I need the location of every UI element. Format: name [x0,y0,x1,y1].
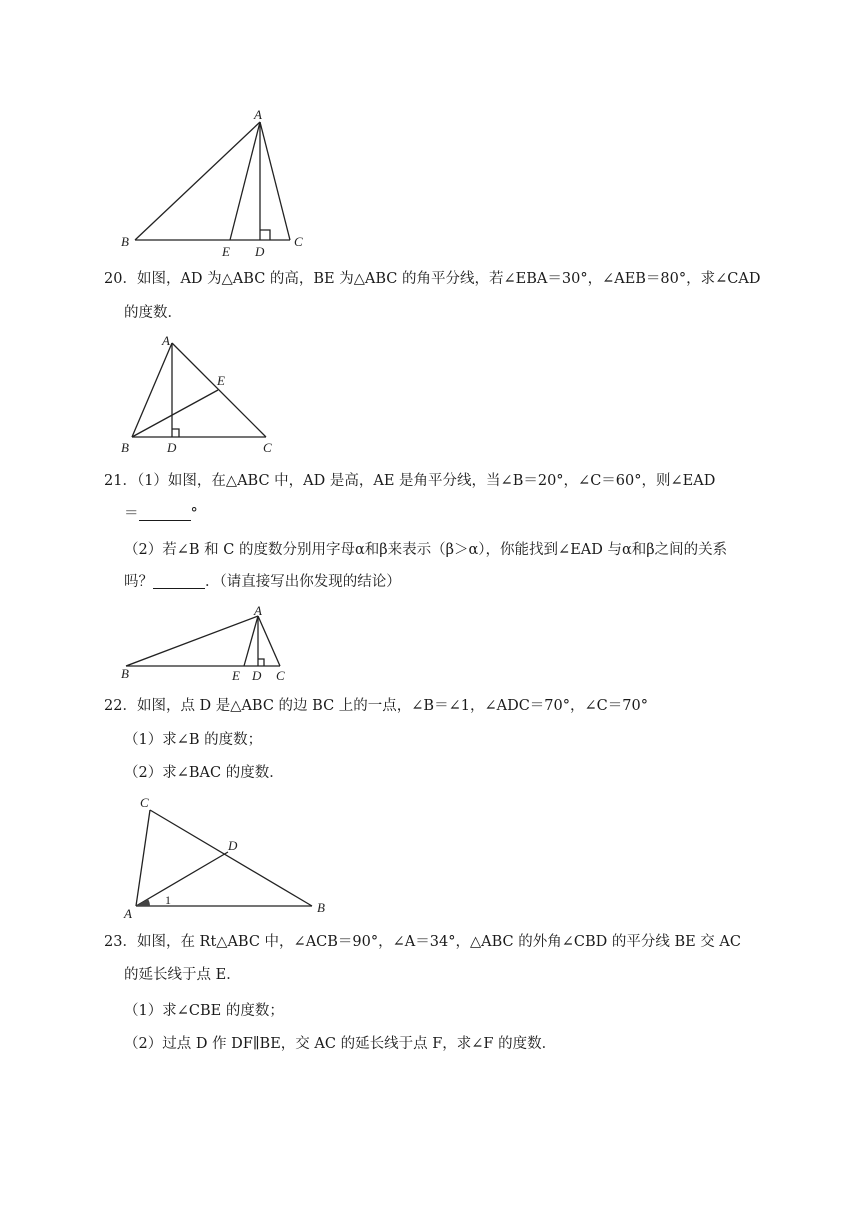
segment-ae [230,122,260,240]
segment-ab [132,343,172,437]
label-d: D [252,668,262,683]
label-a: A [254,603,262,618]
q22-text-line2: （1）求∠B 的度数； [124,732,263,748]
segment-ac [260,122,290,240]
label-e: E [222,244,230,259]
q20-text-line2: 的度数． [124,305,182,321]
label-c: C [294,234,303,249]
q21-text-line4 [124,573,401,591]
label-b: B [121,666,129,681]
q21-question-prefix: 吗？ [124,574,153,590]
label-d: D [167,440,177,455]
q21-degree-suffix: ° [190,506,198,522]
figure-q19-triangle [118,104,318,260]
label-a: A [254,107,262,122]
label-b: B [317,900,325,915]
q21-eq-prefix: ＝ [124,506,139,522]
label-a: A [162,333,170,348]
segment-ac [172,343,266,437]
q21-text-line3: （2）若∠B 和 C 的度数分别用字母α和β来表示（β＞α），你能找到∠EAD 与α和β之间的关系 [124,542,728,558]
segment-ca [136,810,150,906]
label-b: B [121,234,129,249]
answer-blank-2[interactable] [153,574,205,589]
q21-text-line2 [124,505,198,523]
right-angle-mark [260,230,270,240]
q22-text-line1: 22．如图，点 D 是△ABC 的边 BC 上的一点，∠B＝∠1，∠ADC＝70°，∠C＝70° [104,698,648,714]
label-a: A [124,906,132,920]
segment-be [132,390,218,437]
label-angle-1: 1 [165,893,171,907]
segment-ae [244,616,258,666]
q22-text-line3: （2）求∠BAC 的度数． [124,765,284,781]
label-c: C [263,440,272,455]
angle-1-mark [136,899,150,906]
label-d: D [228,838,238,853]
answer-blank-1[interactable] [139,506,191,521]
label-c: C [276,668,285,683]
segment-ab [135,122,260,240]
q23-text-line3: （1）求∠CBE 的度数； [124,1003,284,1019]
q20-text-line1: 20．如图，AD 为△ABC 的高，BE 为△ABC 的角平分线，若∠EBA＝30°，∠AEB＝80°，求∠CAD [104,271,761,287]
segment-ad [136,852,228,906]
q21-hint: ．（请直接写出你发现的结论） [205,574,401,590]
label-b: B [121,440,129,455]
figure-q21-triangle [118,602,292,684]
label-e: E [217,373,225,388]
label-e: E [232,668,240,683]
right-angle-mark [172,429,179,437]
figure-q20-triangle [118,331,280,457]
segment-ab [126,616,258,666]
segment-cb [150,810,312,906]
right-angle-mark [258,659,264,666]
q23-text-line4: （2）过点 D 作 DF∥BE，交 AC 的延长线于点 F，求∠F 的度数． [124,1036,557,1052]
q23-text-line1: 23．如图，在 Rt△ABC 中，∠ACB＝90°，∠A＝34°，△ABC 的外角∠CBD 的平分线 BE 交 AC [104,934,741,950]
figure-q22-triangle [118,790,332,920]
label-c: C [140,795,149,810]
label-d: D [255,244,265,259]
q21-text-line1: 21．（1）如图，在△ABC 中，AD 是高，AE 是角平分线，当∠B＝20°，∠C＝60°，则∠EAD [104,473,716,489]
q23-text-line2: 的延长线于点 E． [124,967,241,983]
